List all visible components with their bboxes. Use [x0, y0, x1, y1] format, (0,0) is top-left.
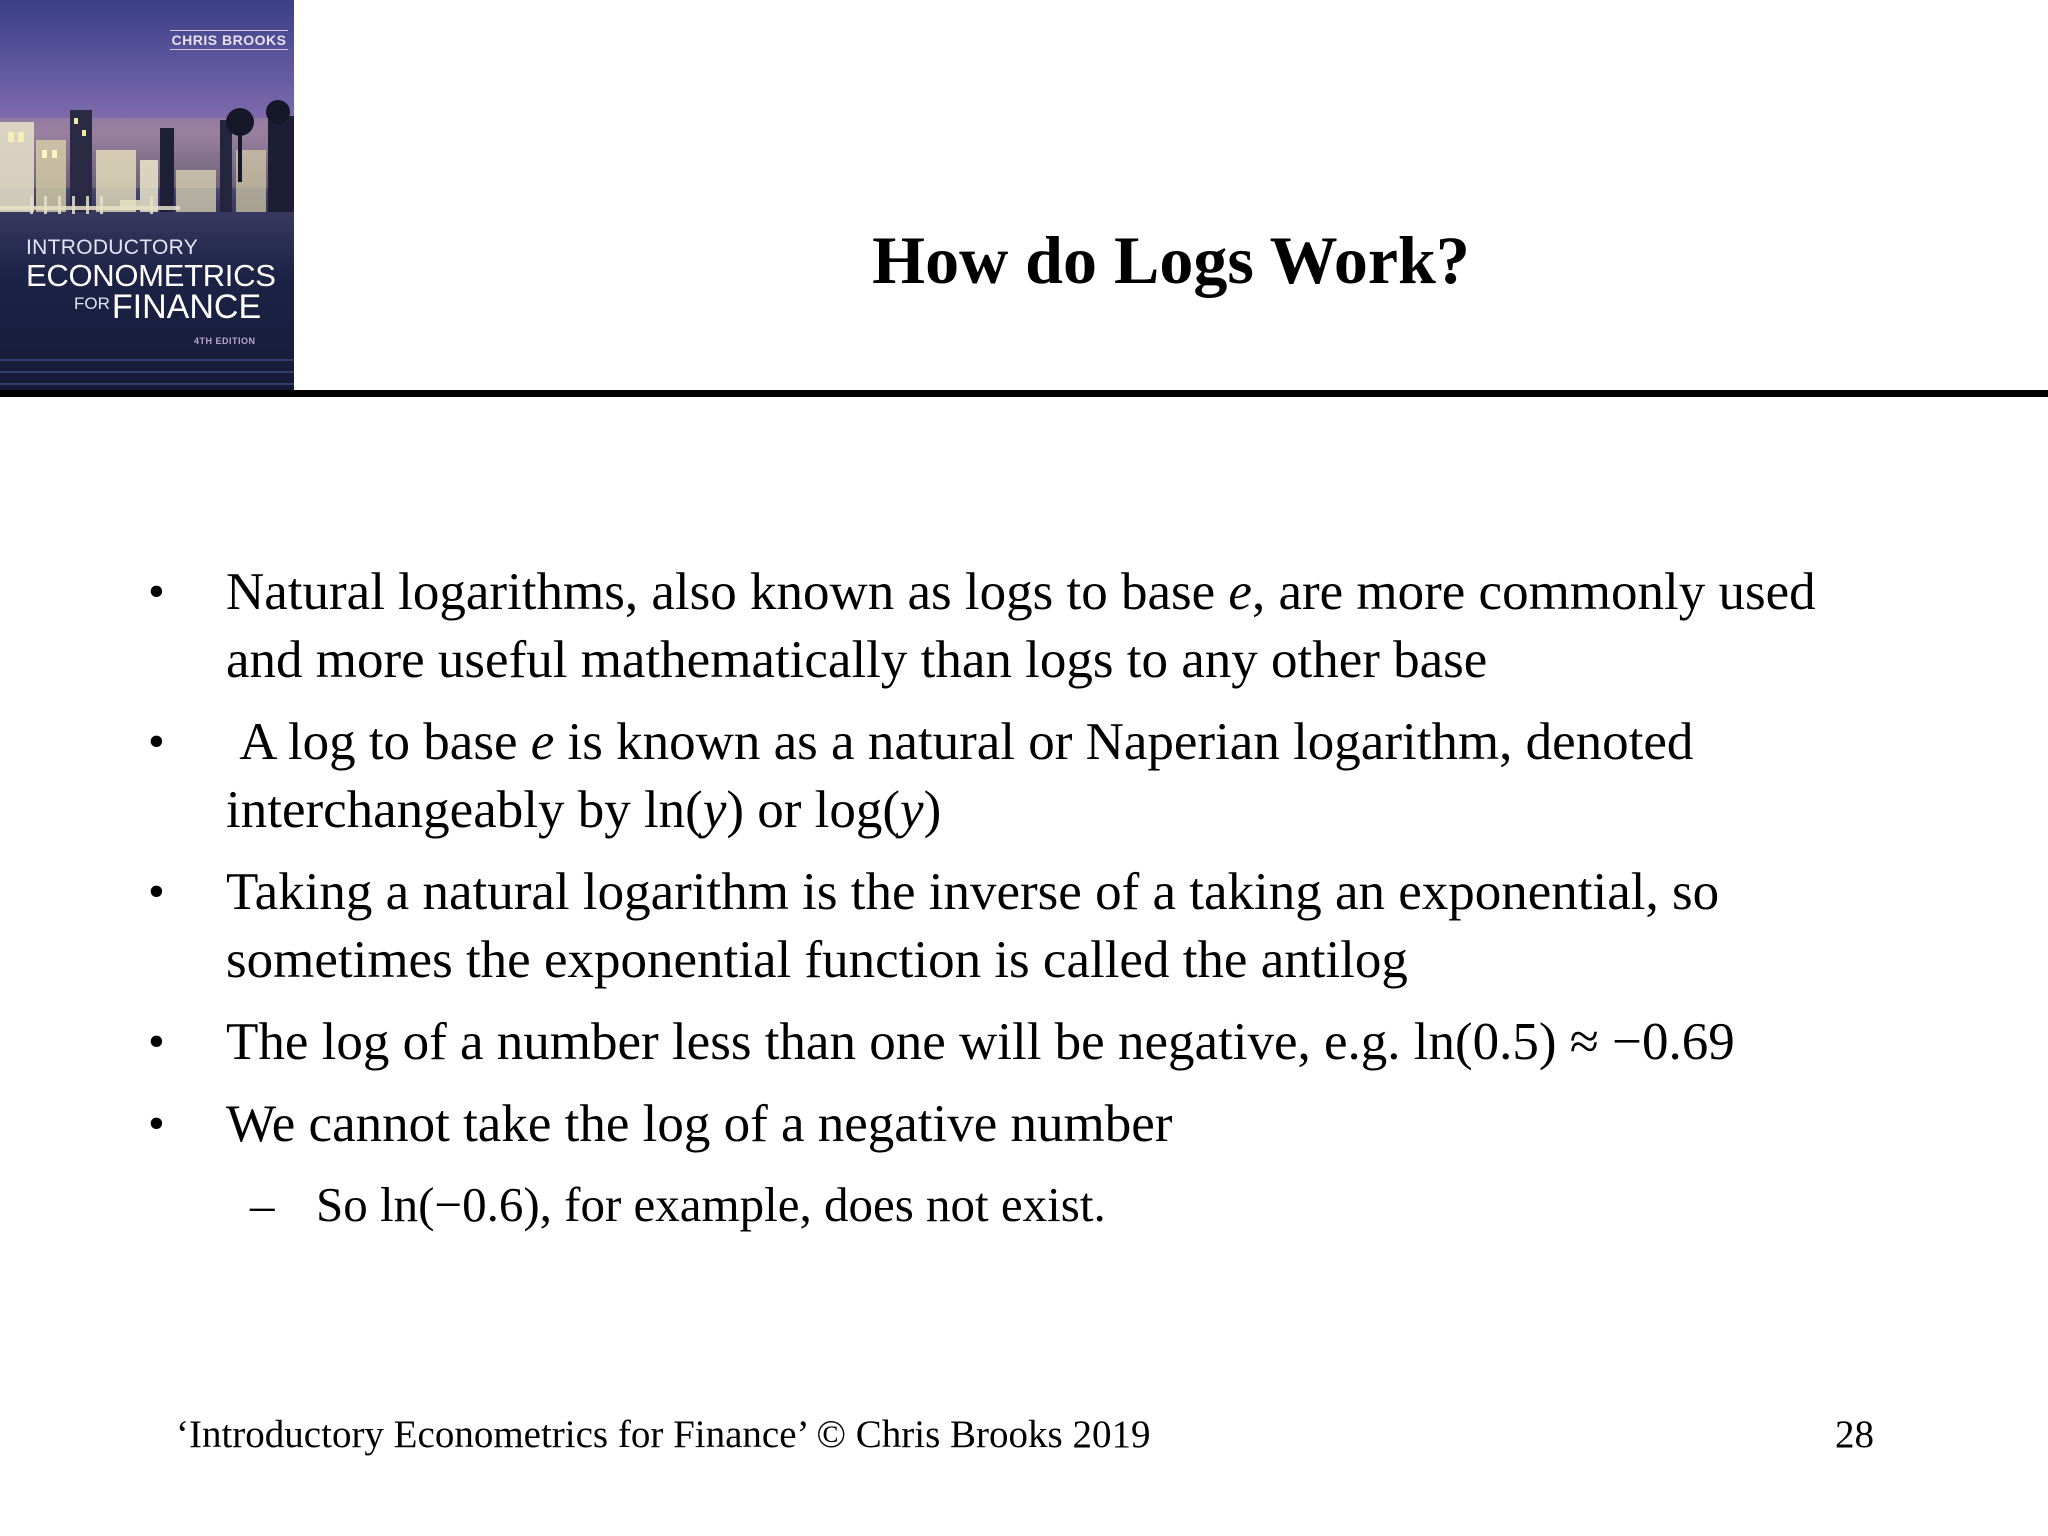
- cover-title-for: FOR: [74, 294, 110, 313]
- bullet-item-2: [0, 708, 1876, 844]
- bullet-1-text-post: , are more commonly used and more useful mathematically than logs to any other base: [226, 563, 1816, 689]
- bullet-marker: •: [148, 1097, 165, 1150]
- page-number: 28: [1835, 1413, 1874, 1456]
- sub-bullet-1-text: So ln(−0.6), for example, does not exist.: [316, 1177, 1106, 1232]
- footer-copyright: ‘Introductory Econometrics for Finance’ © Chris Brooks 2019: [176, 1413, 1151, 1456]
- sub-bullet-marker: –: [250, 1177, 275, 1232]
- bullet-3-text: Taking a natural logarithm is the inverse of a taking an exponential, so sometimes the exponential function is called the antilog: [226, 863, 1720, 989]
- cover-title-finance: FINANCE: [111, 288, 262, 326]
- cover-author: CHRIS BROOKS: [171, 32, 287, 48]
- bullet-2-text-pre: A log to base: [226, 713, 531, 771]
- cover-title-line1: INTRODUCTORY: [26, 236, 198, 259]
- sub-bullet-item-1: [0, 1172, 2048, 1238]
- bullet-marker: •: [148, 865, 165, 918]
- bullet-5-text: We cannot take the log of a negative number: [226, 1095, 1173, 1153]
- bullet-1-e-symbol: e: [1228, 563, 1252, 621]
- bullet-2-y-symbol-2: y: [900, 781, 924, 839]
- bullet-item-4: [0, 1008, 1876, 1076]
- bullet-marker: •: [148, 1015, 165, 1068]
- bullet-1-text-pre: Natural logarithms, also known as logs to base: [226, 563, 1229, 621]
- bullet-marker: •: [148, 715, 165, 768]
- bullet-item-1: [0, 558, 1876, 694]
- bullet-item-5: [0, 1090, 1876, 1158]
- bullet-item-3: [0, 858, 1876, 994]
- cover-skyline-art: [0, 0, 294, 392]
- bullet-marker: •: [148, 565, 165, 618]
- bullet-4-text: The log of a number less than one will be negative, e.g. ln(0.5) ≈ −0.69: [226, 1013, 1735, 1071]
- book-cover: [0, 0, 294, 392]
- bullet-2-e-symbol: e: [530, 713, 555, 771]
- cover-title-line2: ECONOMETRICS: [26, 258, 276, 293]
- bullet-2-text-mid2: ) or log(: [726, 781, 901, 839]
- bullet-2-text-mid: is known as a natural or Naperian logarithm, denoted interchangeably by ln(: [226, 713, 1694, 839]
- bullet-2-text-post: ): [923, 781, 942, 839]
- cover-edition: 4TH EDITION: [194, 336, 256, 346]
- cover-title-line3: [74, 288, 261, 327]
- bullet-list: [0, 558, 2048, 1238]
- slide-title: How do Logs Work?: [872, 222, 1470, 298]
- header-divider: [0, 390, 2048, 397]
- bullet-2-y-symbol-1: y: [702, 781, 727, 839]
